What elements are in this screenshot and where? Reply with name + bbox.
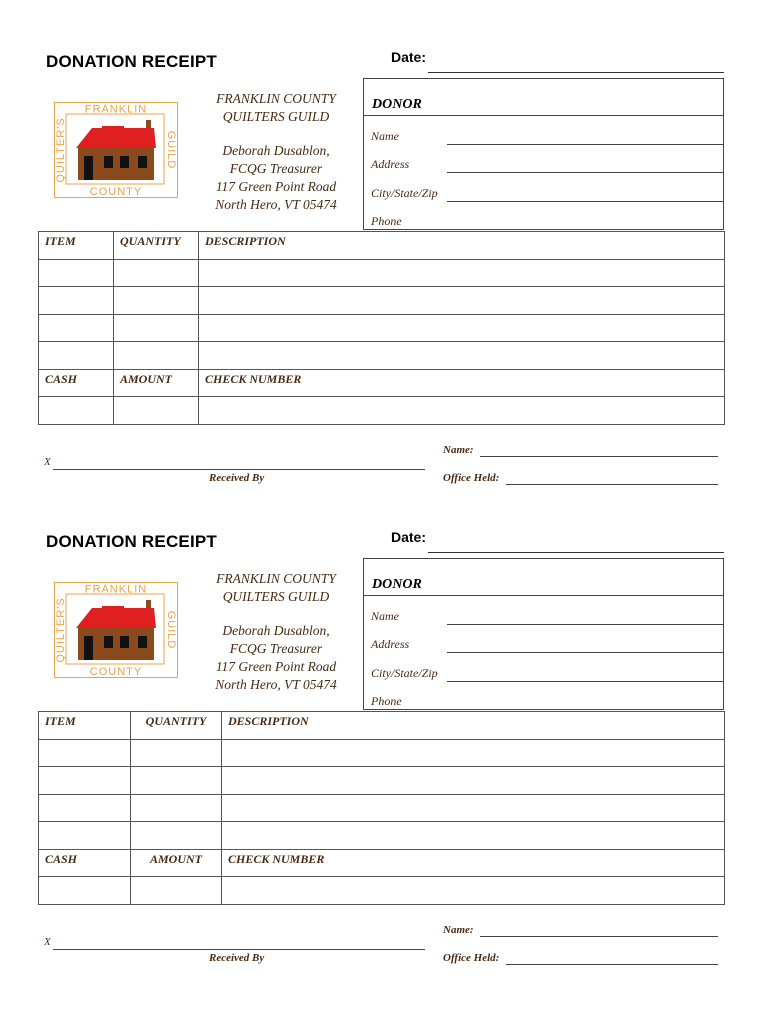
receiver-name-label: Name: bbox=[443, 444, 474, 456]
contact-role: FCQG Treasurer bbox=[229, 161, 323, 176]
donor-phone-label: Phone bbox=[371, 214, 402, 228]
table-row bbox=[39, 739, 725, 767]
org-name-line2: QUILTERS GUILD bbox=[222, 589, 330, 604]
received-by-label: Received By bbox=[209, 952, 265, 964]
table-row bbox=[39, 342, 725, 370]
city-state-zip: North Hero, VT 05474 bbox=[215, 197, 337, 212]
organization-address bbox=[198, 90, 354, 214]
org-name-line2: QUILTERS GUILD bbox=[222, 109, 330, 124]
table-row bbox=[39, 822, 725, 850]
check-number-header: CHECK NUMBER bbox=[222, 849, 725, 877]
amount-header: AMOUNT bbox=[131, 849, 222, 877]
quilters-guild-logo bbox=[54, 102, 178, 198]
donor-address-field[interactable] bbox=[447, 172, 723, 173]
logo-left-text: QUILTER'S bbox=[55, 117, 67, 183]
table-header-row bbox=[39, 712, 725, 740]
table-row bbox=[39, 877, 725, 905]
cash-header-row bbox=[39, 849, 725, 877]
receipt-title: DONATION RECEIPT bbox=[46, 52, 218, 71]
donor-name-field[interactable] bbox=[447, 144, 723, 145]
signature-x-mark: X bbox=[44, 456, 51, 468]
donation-items-table bbox=[38, 231, 725, 425]
table-row bbox=[39, 287, 725, 315]
donor-city-label: City/State/Zip bbox=[371, 666, 438, 680]
donation-receipt-2 bbox=[0, 480, 770, 964]
description-header: DESCRIPTION bbox=[199, 232, 725, 260]
logo-bottom-text: COUNTY bbox=[89, 666, 143, 678]
logo-bottom-text: COUNTY bbox=[89, 186, 143, 198]
quilters-guild-logo bbox=[54, 582, 178, 678]
signature-x-mark: X bbox=[44, 936, 51, 948]
description-header: DESCRIPTION bbox=[222, 712, 725, 740]
signature-field[interactable] bbox=[53, 949, 425, 950]
receipt-title: DONATION RECEIPT bbox=[46, 532, 218, 551]
item-header: ITEM bbox=[39, 712, 131, 740]
org-name-line1: FRANKLIN COUNTY bbox=[216, 571, 336, 586]
date-field[interactable] bbox=[428, 72, 724, 73]
table-row bbox=[39, 794, 725, 822]
receiver-name-field[interactable] bbox=[480, 936, 718, 937]
donor-address-field[interactable] bbox=[447, 652, 723, 653]
table-header-row bbox=[39, 232, 725, 260]
donor-address-label: Address bbox=[371, 157, 410, 171]
quantity-header: QUANTITY bbox=[114, 232, 199, 260]
table-row bbox=[39, 314, 725, 342]
org-name-line1: FRANKLIN COUNTY bbox=[216, 91, 336, 106]
amount-header: AMOUNT bbox=[114, 369, 199, 397]
quantity-header: QUANTITY bbox=[131, 712, 222, 740]
street-address: 117 Green Point Road bbox=[215, 179, 337, 194]
logo-right-text: GUILD bbox=[165, 130, 177, 170]
received-by-label: Received By bbox=[209, 472, 265, 484]
cash-header: CASH bbox=[39, 369, 114, 397]
date-label: Date: bbox=[391, 49, 427, 65]
donation-receipt-1 bbox=[0, 0, 770, 484]
donor-title: DONOR bbox=[372, 577, 422, 592]
donor-box bbox=[363, 558, 724, 710]
table-row bbox=[39, 397, 725, 425]
table-row bbox=[39, 259, 725, 287]
donor-name-label: Name bbox=[371, 609, 399, 623]
signature-field[interactable] bbox=[53, 469, 425, 470]
house-icon bbox=[76, 600, 156, 660]
logo-top-text: FRANKLIN bbox=[84, 583, 148, 596]
receiver-name-label: Name: bbox=[443, 924, 474, 936]
table-row bbox=[39, 767, 725, 795]
date-field[interactable] bbox=[428, 552, 724, 553]
cash-header: CASH bbox=[39, 849, 131, 877]
date-label: Date: bbox=[391, 529, 427, 545]
office-held-label: Office Held: bbox=[443, 472, 500, 484]
donor-city-field[interactable] bbox=[447, 681, 723, 682]
organization-address bbox=[198, 570, 354, 694]
donor-title: DONOR bbox=[372, 97, 422, 112]
receiver-name-field[interactable] bbox=[480, 456, 718, 457]
logo-right-text: GUILD bbox=[165, 610, 177, 650]
donor-phone-label: Phone bbox=[371, 694, 402, 708]
logo-left-text: QUILTER'S bbox=[55, 597, 67, 663]
contact-name: Deborah Dusablon, bbox=[222, 623, 330, 638]
office-held-field[interactable] bbox=[506, 964, 718, 965]
donation-items-table bbox=[38, 711, 725, 905]
contact-name: Deborah Dusablon, bbox=[222, 143, 330, 158]
contact-role: FCQG Treasurer bbox=[229, 641, 323, 656]
donor-address-label: Address bbox=[371, 637, 410, 651]
logo-top-text: FRANKLIN bbox=[84, 103, 148, 116]
street-address: 117 Green Point Road bbox=[215, 659, 337, 674]
city-state-zip: North Hero, VT 05474 bbox=[215, 677, 337, 692]
donor-city-label: City/State/Zip bbox=[371, 186, 438, 200]
house-icon bbox=[76, 120, 156, 180]
donor-city-field[interactable] bbox=[447, 201, 723, 202]
cash-header-row bbox=[39, 369, 725, 397]
item-header: ITEM bbox=[39, 232, 114, 260]
donor-name-label: Name bbox=[371, 129, 399, 143]
donor-box bbox=[363, 78, 724, 230]
office-held-label: Office Held: bbox=[443, 952, 500, 964]
check-number-header: CHECK NUMBER bbox=[199, 369, 725, 397]
donor-name-field[interactable] bbox=[447, 624, 723, 625]
